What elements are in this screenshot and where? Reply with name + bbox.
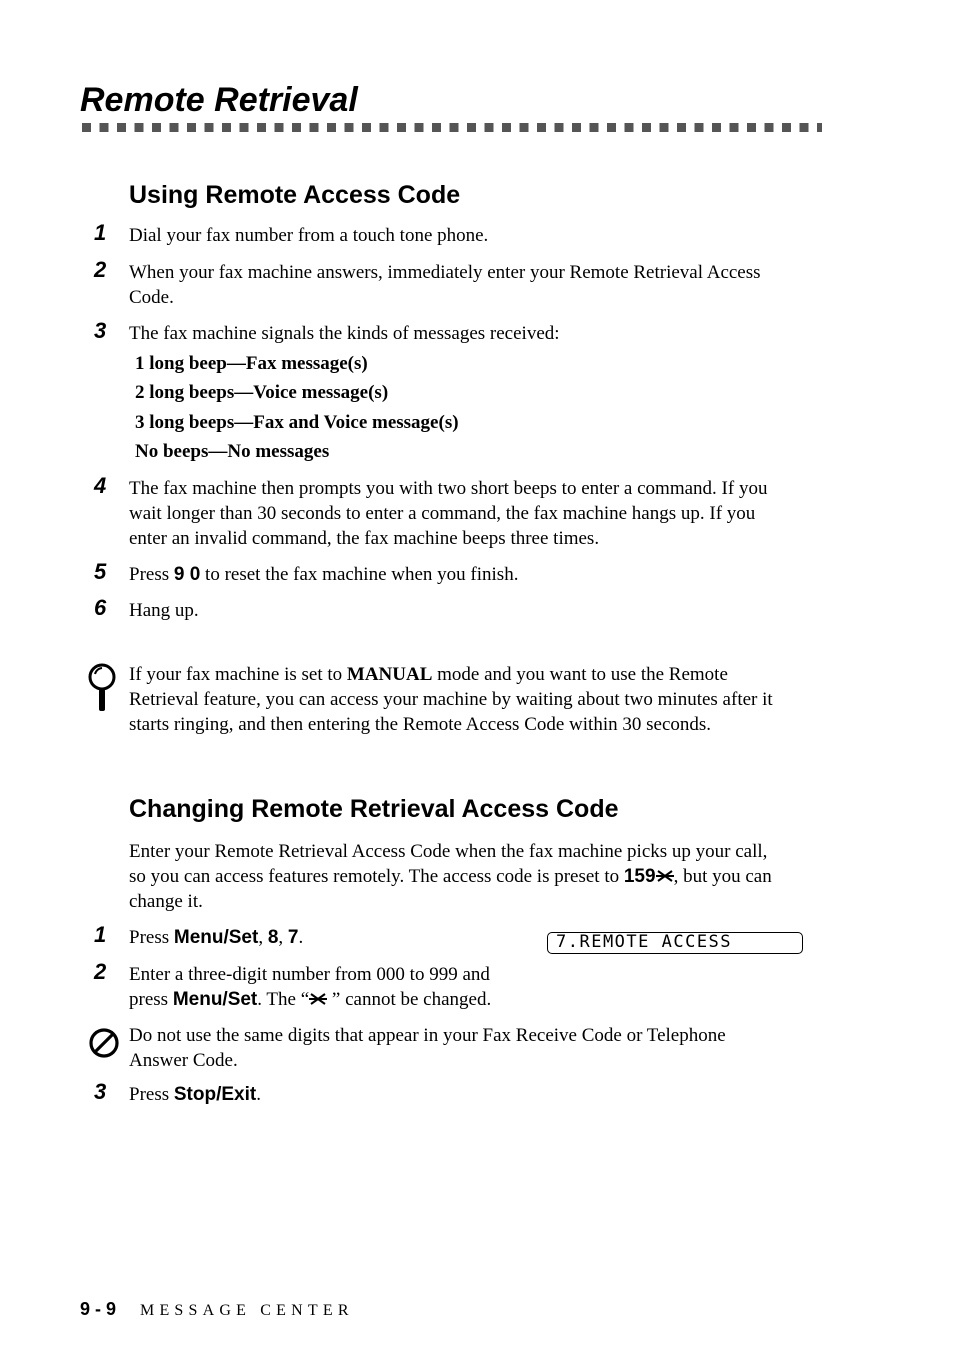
- signal-item: No beeps—No messages: [135, 441, 330, 462]
- text-line: Answer Code.: [129, 1050, 238, 1071]
- warning-text: [129, 1023, 824, 1073]
- key-label: Menu/Set: [173, 927, 259, 948]
- text-line: Code.: [129, 287, 174, 308]
- text-line: Do not use the same digits that appear in your Fax Receive Code or Telephone: [129, 1025, 726, 1046]
- signal-item: 2 long beeps—Voice message(s): [135, 382, 389, 403]
- signal-item: 1 long beep—Fax message(s): [135, 353, 368, 374]
- signal-item: 3 long beeps—Fax and Voice message(s): [135, 412, 459, 433]
- text-line: enter an invalid command, the fax machine beeps three times.: [129, 528, 600, 549]
- step-number: 4: [94, 473, 107, 498]
- text-line: Retrieval feature, you can access your machine by waiting about two minutes after it: [129, 689, 773, 710]
- prohibited-warning-icon: [88, 1027, 120, 1059]
- key-label: 8: [267, 927, 279, 948]
- title-dotted-rule: [82, 123, 822, 132]
- text-line: press Menu/Set. The “ ” cannot be changed.: [129, 989, 492, 1010]
- step-number: 1: [94, 922, 107, 947]
- step-number: 3: [94, 318, 107, 343]
- page-title: Remote Retrieval: [80, 81, 358, 119]
- page-footer: [80, 1299, 354, 1320]
- text-line: The fax machine then prompts you with two short beeps to enter a command. If you: [129, 478, 768, 499]
- step-text: The fax machine signals the kinds of messages received:: [129, 323, 560, 344]
- preset-code: 159: [623, 866, 656, 887]
- step-text: [129, 260, 824, 310]
- key-label: 7: [287, 927, 299, 948]
- text-line: change it.: [129, 891, 203, 912]
- step-number: 6: [94, 595, 107, 620]
- text-line: When your fax machine answers, immediately enter your Remote Retrieval Access: [129, 262, 761, 283]
- step-number: 1: [94, 220, 107, 245]
- text-line: starts ringing, and then entering the Remote Access Code within 30 seconds.: [129, 714, 712, 735]
- section-heading-changing-access-code: Changing Remote Retrieval Access Code: [129, 795, 619, 823]
- lcd-display: 7.REMOTE ACCESS: [547, 932, 803, 954]
- step-text: Press Stop/Exit.: [129, 1084, 261, 1105]
- step-number: 2: [94, 959, 107, 984]
- manual-mode-label: MANUAL: [346, 664, 433, 685]
- step-text: [129, 476, 824, 551]
- step-text: [129, 962, 549, 1012]
- step-number: 5: [94, 559, 107, 584]
- step-text: Press Menu/Set, 8, 7.: [129, 927, 304, 948]
- step-text: Dial your fax number from a touch tone phone.: [129, 225, 489, 246]
- chapter-name: MESSAGE CENTER: [140, 1302, 354, 1319]
- text-line: If your fax machine is set to MANUAL mode and you want to use the Remote: [129, 664, 728, 685]
- step-text: Hang up.: [129, 600, 199, 621]
- magnifier-note-icon: [86, 662, 118, 714]
- step-number: 2: [94, 257, 107, 282]
- star-key-icon: [309, 992, 327, 1006]
- key-label: Menu/Set: [172, 989, 258, 1010]
- step-text: Press 9 0 to reset the fax machine when you finish.: [129, 564, 519, 585]
- star-key-icon: [656, 869, 674, 883]
- text-line: wait longer than 30 seconds to enter a command, the fax machine hangs up. If you: [129, 503, 756, 524]
- step-number: 3: [94, 1079, 107, 1104]
- note-text: [129, 662, 824, 737]
- text-line: Enter your Remote Retrieval Access Code when the fax machine picks up your call,: [129, 841, 768, 862]
- page-number: 9 - 9: [80, 1299, 117, 1319]
- text-line: Enter a three-digit number from 000 to 999 and: [129, 964, 490, 985]
- text-line: so you can access features remotely. The access code is preset to 159 , but you can: [129, 866, 772, 887]
- section-heading-using-remote-access-code: Using Remote Access Code: [129, 181, 461, 209]
- key-label: Stop/Exit: [173, 1084, 257, 1105]
- section-intro: [129, 839, 824, 914]
- key-label: 9 0: [173, 564, 201, 585]
